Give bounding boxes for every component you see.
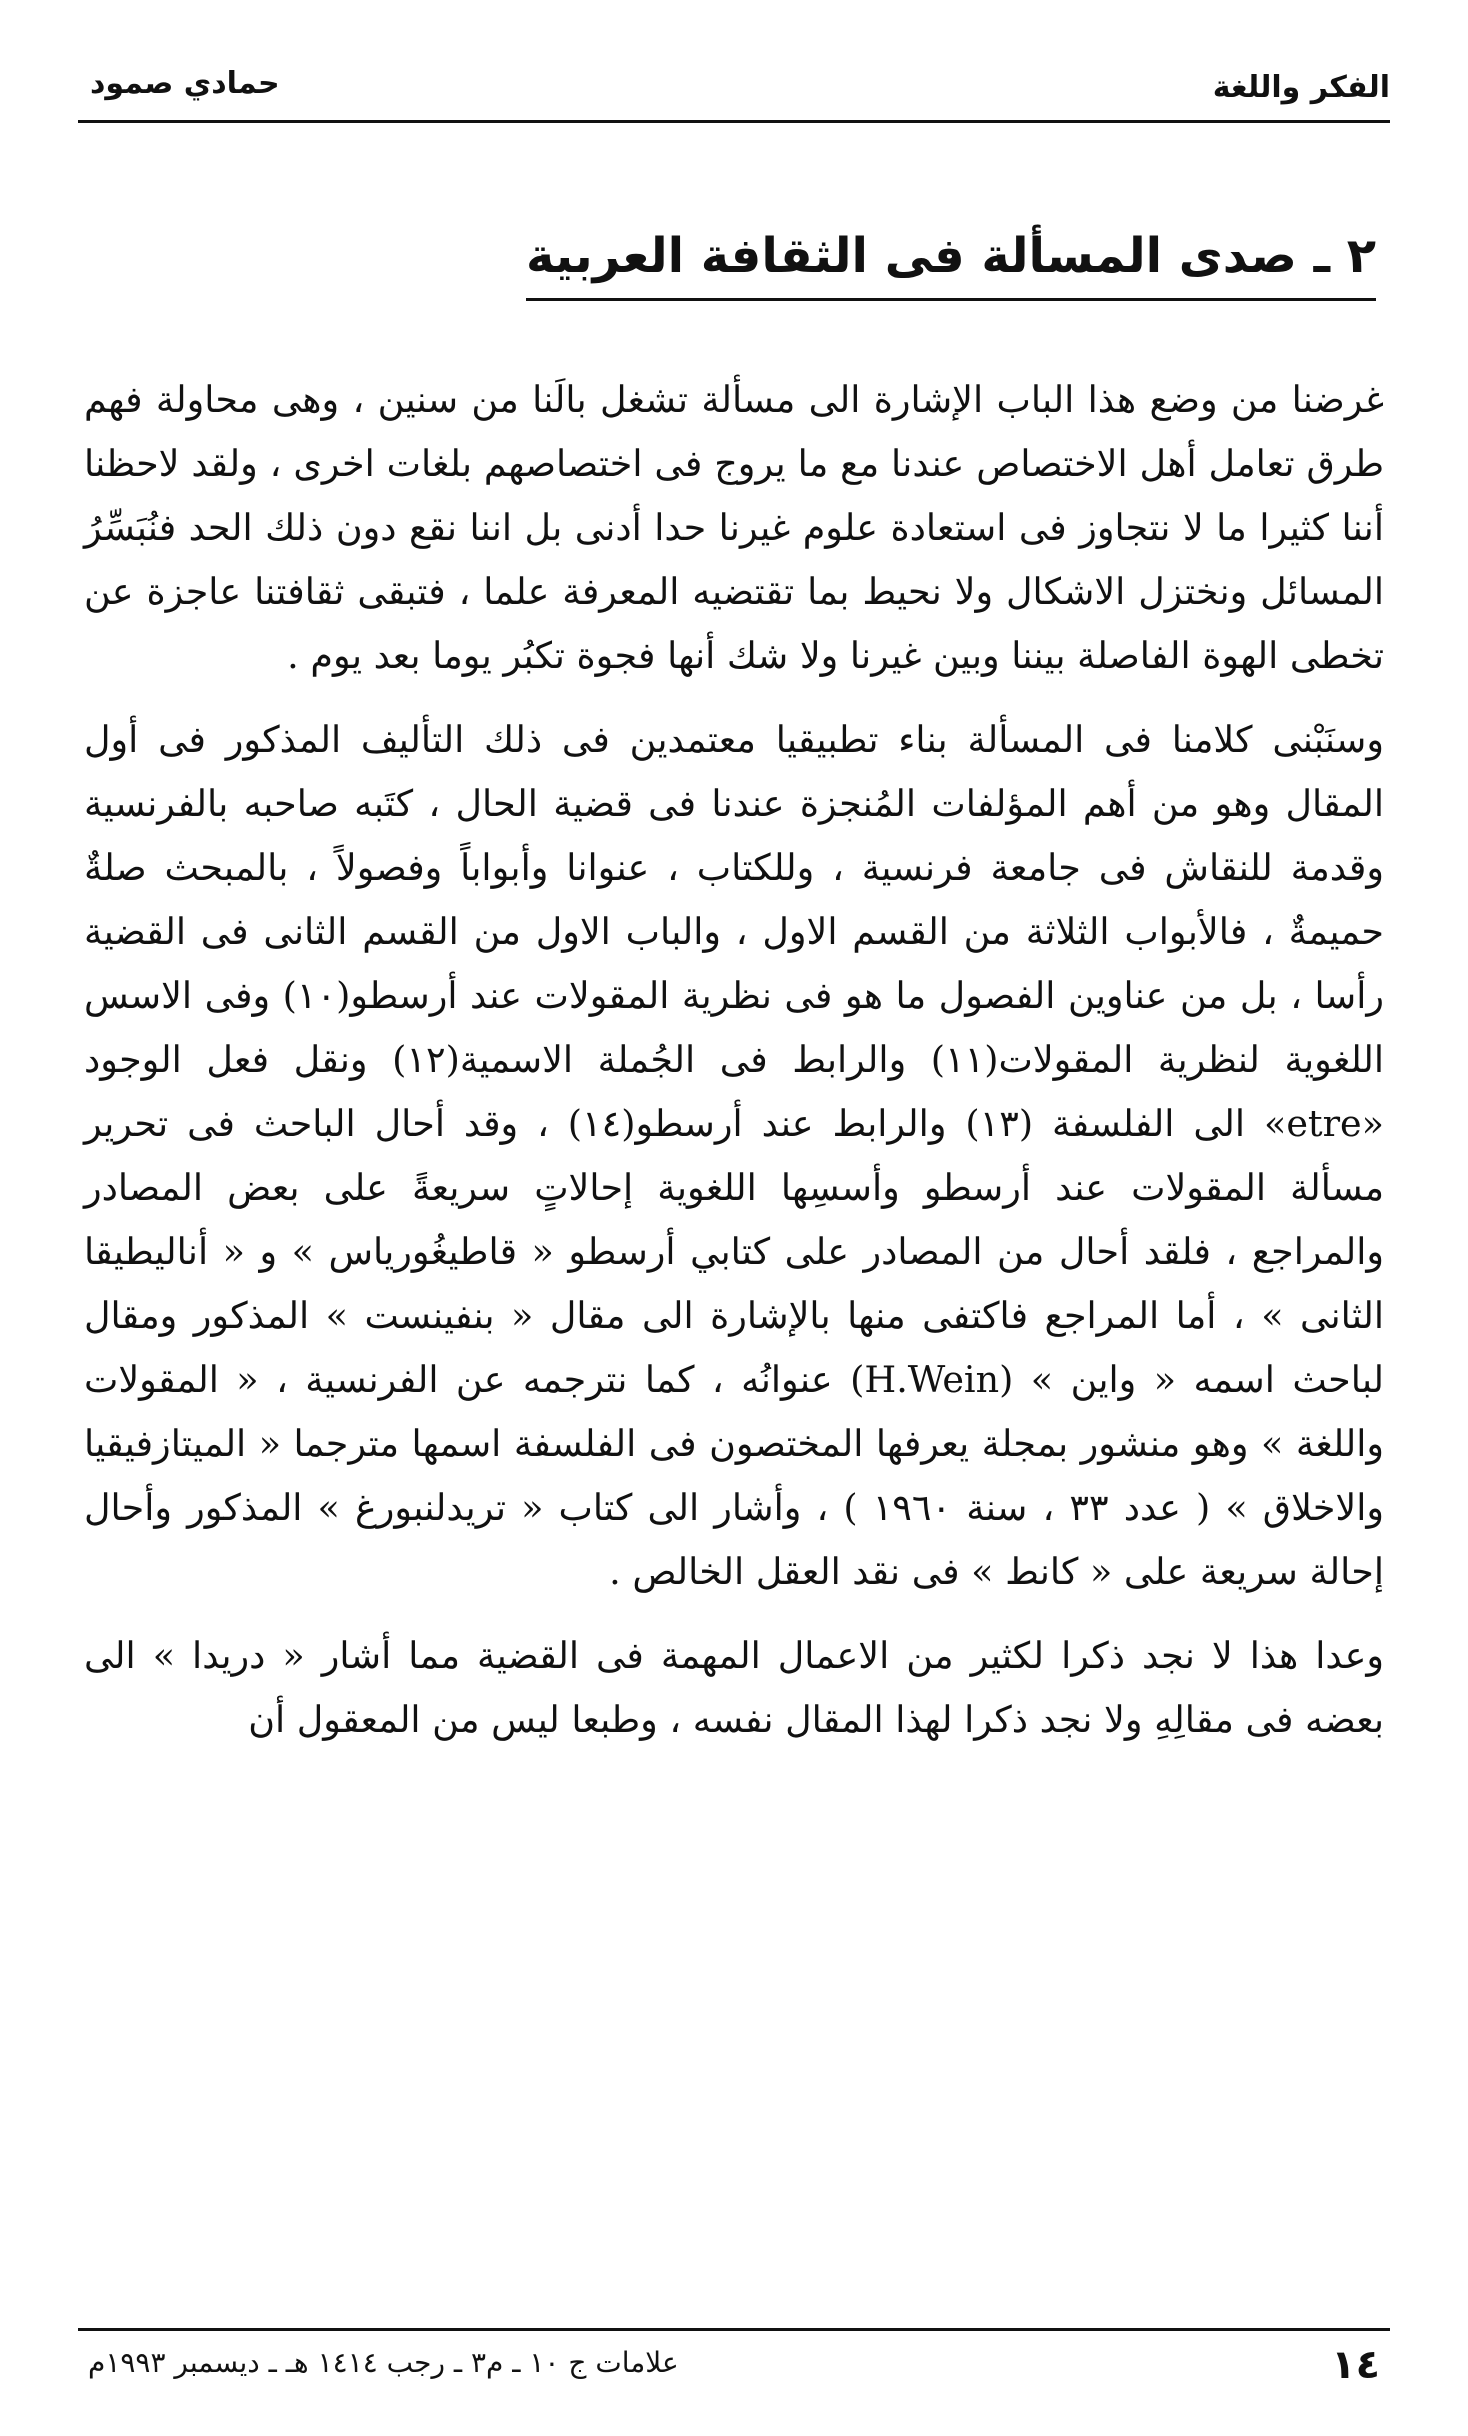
issue-info: علامات ج ١٠ ـ م٣ ـ رجب ١٤١٤ هـ ـ ديسمبر ١٩٩٣م [88,2346,679,2379]
header-divider [78,120,1390,123]
paragraph-3: وعدا هذا لا نجد ذكرا لكثير من الاعمال المهمة فى القضية مما أشار « دريدا » الى بعضه فى مقالِهِ ولا نجد ذكرا لهذا المقال نفسه ، وطبعا ليس من المعقول أن [84,1634,1384,1741]
body-text [84,368,1384,1772]
running-header [90,56,1390,108]
paragraph-1: غرضنا من وضع هذا الباب الإشارة الى مسألة تشغل بالَنا من سنين ، وهى محاولة فهم طرق تعامل أهل الاختصاص عندنا مع ما يروج فى اختصاصهم بلغات اخرى ، ولقد لاحظنا أننا كثيرا ما لا نتجاوز فى استعادة علوم غيرنا حدا أدنى بل اننا نقع دون ذلك الحد فنُبَسِّرُ المسائل ونختزل الاشكال ولا نحيط بما تقتضيه المعرفة علما ، فتبقى ثقافتنا عاجزة عن تخطى الهوة الفاصلة بيننا وبين غيرنا ولا شك أنها فجوة تكبُر يوما بعد يوم . [84,378,1384,677]
page-number: ١٤ [1331,2342,1380,2388]
journal-title: الفكر واللغة [1212,70,1390,105]
author-name: حمادي صمود [90,66,280,101]
section-heading: ٢ ـ صدى المسألة فى الثقافة العربية [526,228,1376,301]
paragraph-2: وسنَبْنى كلامنا فى المسألة بناء تطبيقيا معتمدين فى ذلك التأليف المذكور فى أول المقال وهو من أهم المؤلفات المُنجزة عندنا فى قضية الحال ، كتَبه صاحبه بالفرنسية وقدمة للنقاش فى جامعة فرنسية ، وللكتاب ، عنوانا وأبواباً وفصولاً ، بالمبحث صلةٌ حميمةٌ ، فالأبواب الثلاثة من القسم الاول ، والباب الاول من القسم الثانى فى القضية رأسا ، بل من عناوين الفصول ما هو فى نظرية المقولات عند أرسطو(١٠) وفى الاسس اللغوية لنظرية المقولات(١١) والرابط فى الجُملة الاسمية(١٢) ونقل فعل الوجود «etre» الى الفلسفة (١٣) والرابط عند أرسطو(١٤) ، وقد أحال الباحث فى تحرير مسألة المقولات عند أرسطو وأسسِها اللغوية إحالاتٍ سريعةً على بعض المصادر والمراجع ، فلقد أحال من المصادر على كتابي أرسطو « قاطيغُورياس » و « أناليطيقا الثانى » ، أما المراجع فاكتفى منها بالإشارة الى مقال « بنفينست » المذكور ومقال لباحث اسمه « واين » (H.Wein) عنوانُه ، كما نترجمه عن الفرنسية ، « المقولات واللغة » وهو منشور بمجلة يعرفها المختصون فى الفلسفة اسمها مترجما « الميتازفيقيا والاخلاق » ( عدد ٣٣ ، سنة ١٩٦٠ ) ، وأشار الى كتاب « تريدلنبورغ » المذكور وأحال إحالة سريعة على « كانط » فى نقد العقل الخالص . [84,718,1384,1593]
page-footer [78,2336,1390,2396]
footer-divider [78,2328,1390,2331]
